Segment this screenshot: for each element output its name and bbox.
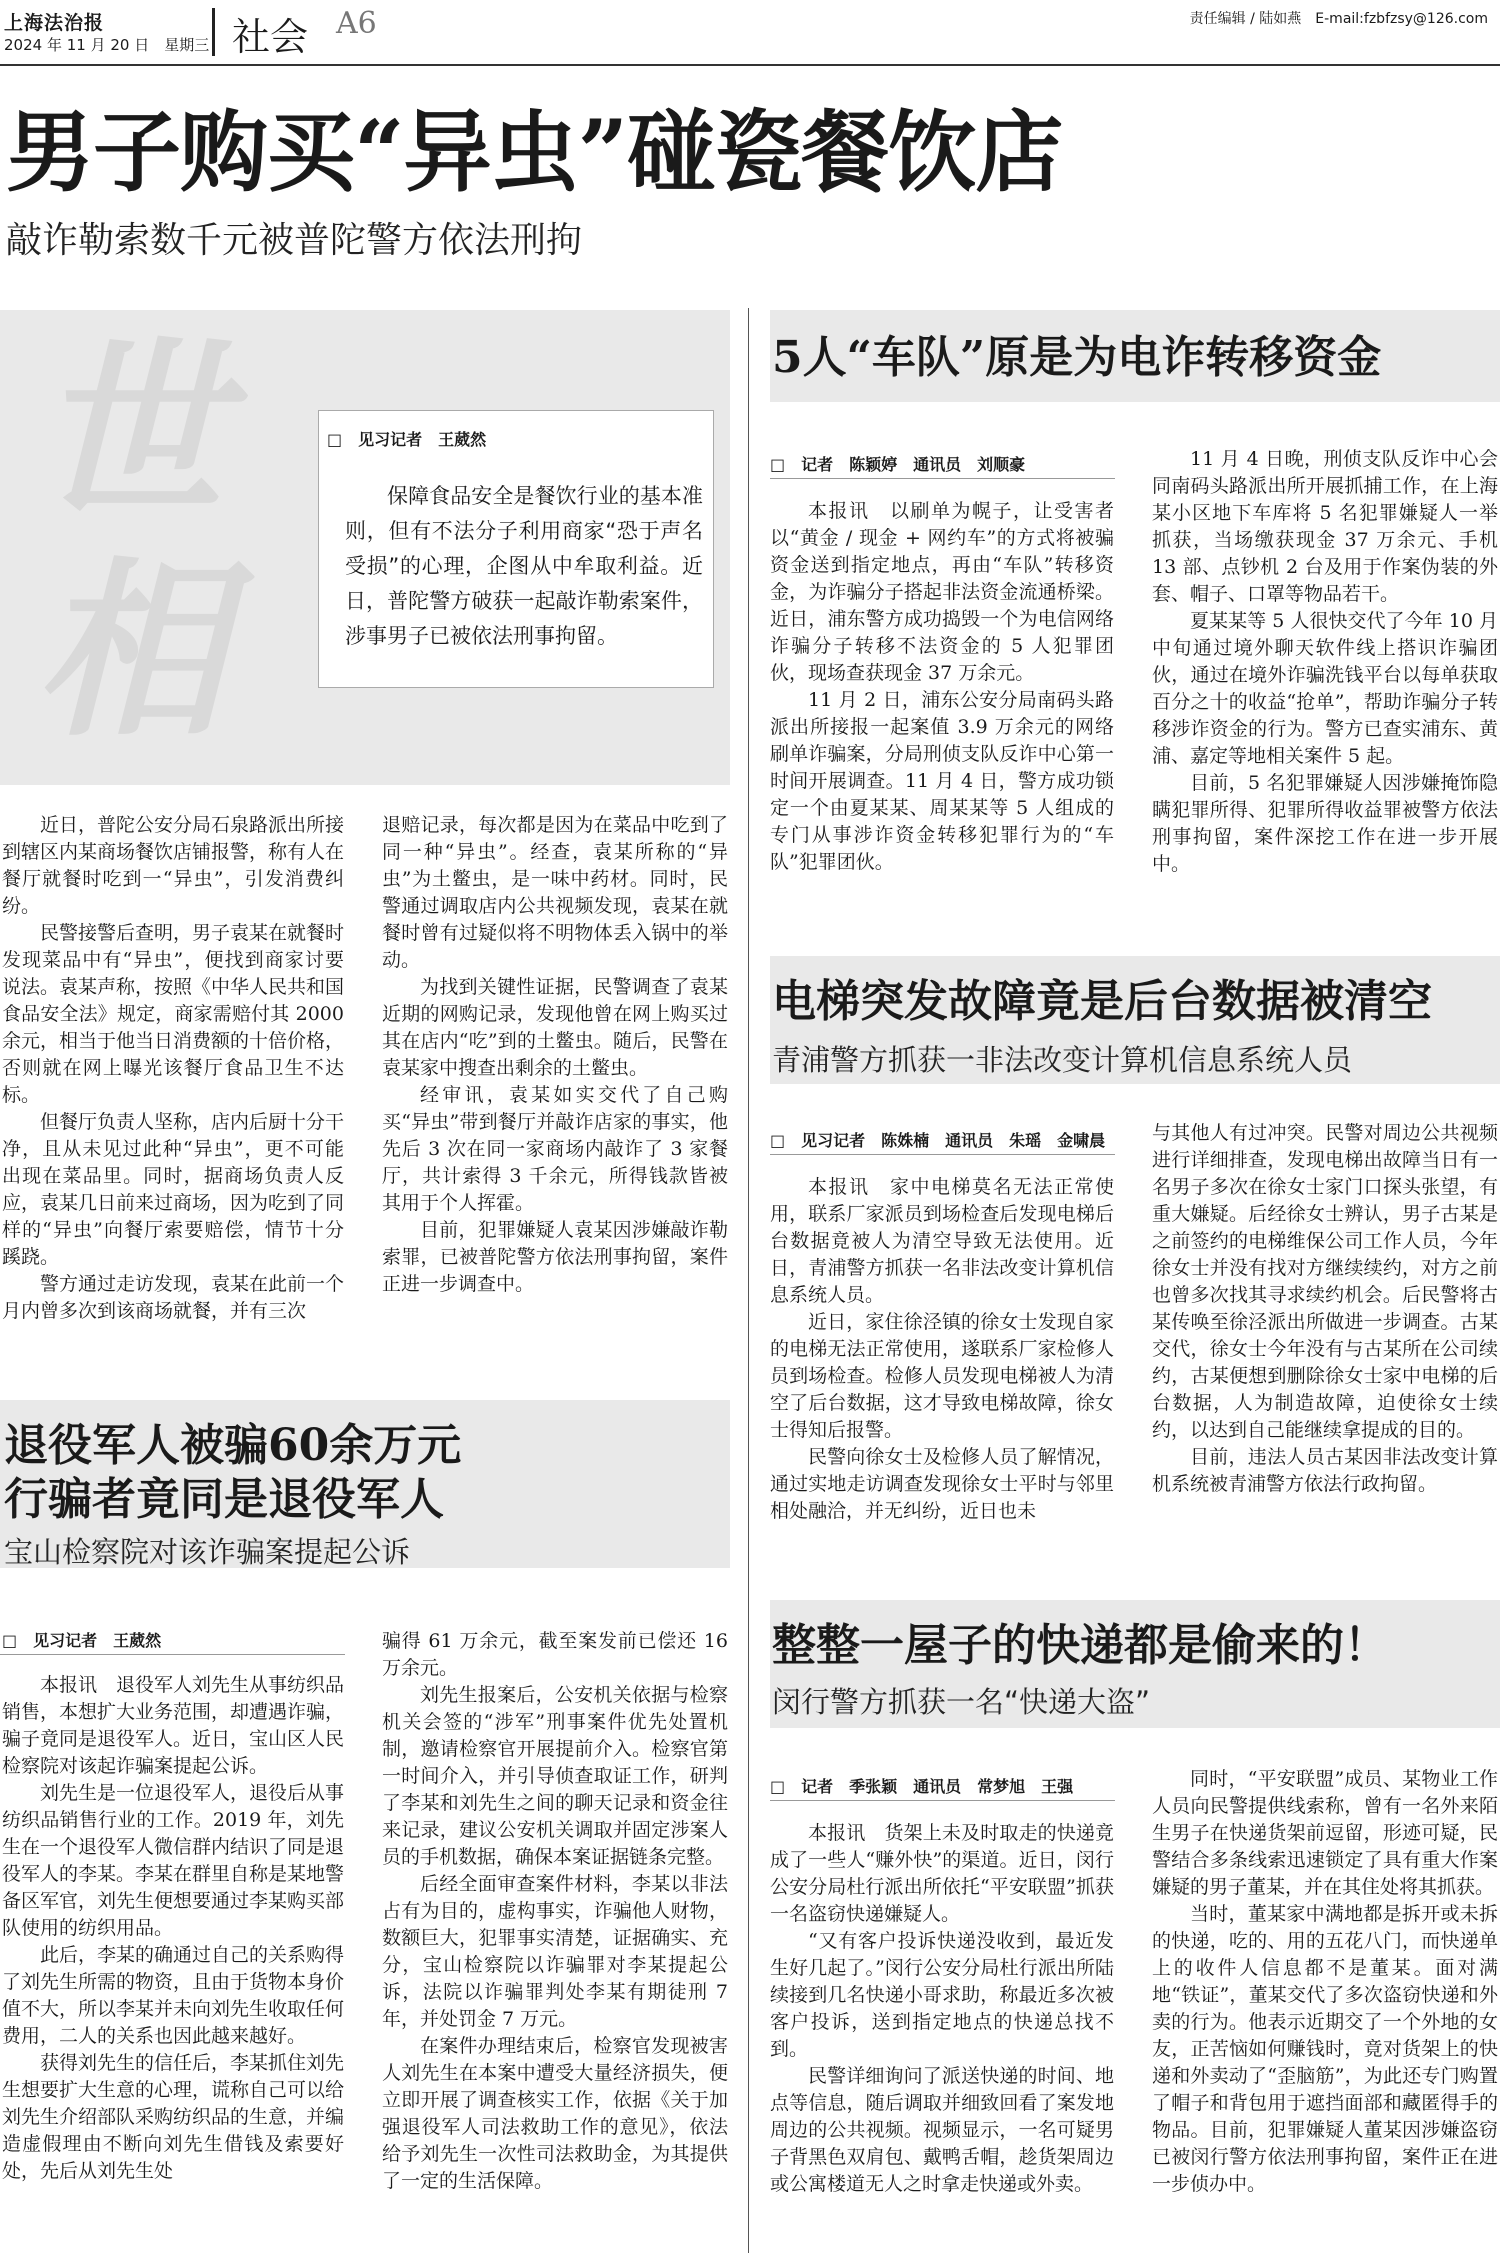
paragraph: 与其他人有过冲突。民警对周边公共视频进行详细排查，发现电梯出故障当日有一名男子多次在徐女士家门口探头张望，有重大嫌疑。后经徐女士辨认，男子古某是之前签约的电梯维保公司工作人员，今年徐女士并没有找对方继续续约，对方之前也曾多次找其寻求续约机会。后民警将古某传唤至徐泾派出所做进一步调查。古某交代，徐女士今年没有与古某所在公司续约，古某便想到删除徐女士家中电梯的后台数据，人为制造故障，迫使徐女士续约，以达到自己能继续拿提成的目的。 xyxy=(1152,1122,1498,1441)
paragraph: 当时，董某家中满地都是拆开或未拆的快递，吃的、用的五花八门，而快递单上的收件人信息都不是董某。面对满地“铁证”，董某交代了多次盗窃快递和外卖的行为。他表示近期交了一个外地的女友，正苦恼如何赚钱时，竟对货架上的快递和外卖动了“歪脑筋”，为此还专门购置了帽子和背包用于遮挡面部和藏匿得手的物品。目前，犯罪嫌疑人董某因涉嫌盗窃已被闵行警方依法刑事拘留，案件正在进一步侦办中。 xyxy=(1152,1903,1498,2195)
paragraph: 目前，违法人员古某因非法改变计算机系统被青浦警方依法行政拘留。 xyxy=(1152,1446,1498,1495)
veteran-byline: □ 见习记者 王葳然 xyxy=(2,1631,162,1650)
veteran-headline-1: 退役军人被骗60余万元 xyxy=(4,1420,462,1471)
veteran-subheadline: 宝山检察院对该诈骗案提起公诉 xyxy=(4,1535,411,1569)
byline-rule xyxy=(770,478,1115,479)
paragraph: 本报讯 货架上未及时取走的快递竟成了一些人“赚外快”的渠道。近日，闵行公安分局杜行派出所依托“平安联盟”抓获一名盗窃快递嫌疑人。 xyxy=(770,1822,1114,1925)
courier-col2 xyxy=(1152,1766,1498,2198)
elevator-byline: □ 见习记者 陈姝楠 通讯员 朱瑶 金啸晨 xyxy=(770,1131,1106,1150)
paragraph: 经审讯，袁某如实交代了自己购买“异虫”带到餐厅并敲诈店家的事实，他先后 3 次在同一家商场内敲诈了 3 家餐厅，共计索得 3 千余元，所得钱款皆被其用于个人挥霍。 xyxy=(382,1084,728,1214)
paragraph: 警方通过走访发现，袁某在此前一个月内曾多次到该商场就餐，并有三次 xyxy=(2,1273,345,1322)
paragraph: 近日，普陀公安分局石泉路派出所接到辖区内某商场餐饮店铺报警，称有人在餐厅就餐时吃到一“异虫”，引发消费纠纷。 xyxy=(2,814,345,917)
paragraph: 近日，家住徐泾镇的徐女士发现自家的电梯无法正常使用，遂联系厂家检修人员到场检查。检修人员发现电梯被人为清空了后台数据，这才导致电梯故障，徐女士得知后报警。 xyxy=(770,1311,1114,1441)
paragraph: 后经全面审查案件材料，李某以非法占有为目的，虚构事实，诈骗他人财物，数额巨大，犯罪事实清楚，证据确实、充分，宝山检察院以诈骗罪对李某提起公诉，法院以诈骗罪判处李某有期徒刑 7 年，并处罚金 7 万元。 xyxy=(382,1873,728,2030)
paragraph: 为找到关键性证据，民警调查了袁某近期的网购记录，发现他曾在网上购买过其在店内“吃”到的土鳖虫。随后，民警在袁某家中搜查出剩余的土鳖虫。 xyxy=(382,976,728,1079)
byline-rule xyxy=(770,1154,1115,1155)
byline-rule xyxy=(770,1800,1115,1801)
fleet-byline: □ 记者 陈颖婷 通讯员 刘顺豪 xyxy=(770,455,1026,474)
paragraph: 本报讯 家中电梯莫名无法正常使用，联系厂家派员到场检查后发现电梯后台数据竟被人为清空导致无法使用。近日，青浦警方抓获一名非法改变计算机信息系统人员。 xyxy=(770,1176,1114,1306)
paragraph: 刘先生是一位退役军人，退役后从事纺织品销售行业的工作。2019 年，刘先生在一个退役军人微信群内结识了同是退役军人的李某。李某在群里自称是某地警备区军官，刘先生便想要通过李某购买部队使用的纺织用品。 xyxy=(2,1782,345,1939)
elevator-subheadline: 青浦警方抓获一非法改变计算机信息系统人员 xyxy=(772,1043,1353,1077)
editor-contact: 责任编辑 / 陆如燕 E-mail:fzbfzsy@126.com xyxy=(1189,11,1488,27)
paragraph: 民警详细询问了派送快递的时间、地点等信息，随后调取并细致回看了案发地周边的公共视频。视频显示，一名可疑男子背黑色双肩包、戴鸭舌帽，趁货架周边或公寓楼道无人之时拿走快递或外卖。 xyxy=(770,2065,1114,2195)
courier-col1 xyxy=(770,1820,1114,2198)
lead-byline: □ 见习记者 王葳然 xyxy=(327,430,487,449)
column-art-calligraphy: 世相 xyxy=(4,330,227,770)
paragraph: 民警接警后查明，男子袁某在就餐时发现菜品中有“异虫”，便找到商家讨要说法。袁某声称，按照《中华人民共和国食品安全法》规定，商家需赔付其 2000 余元，相当于他当日消费额的十倍价格，否则就在网上曝光该餐厅食品卫生不达标。 xyxy=(2,922,345,1106)
paragraph: 获得刘先生的信任后，李某抓住刘先生想要扩大生意的心理，谎称自己可以给刘先生介绍部队采购纺织品的生意，并编造虚假理由不断向刘先生借钱及索要好处，先后从刘先生处 xyxy=(2,2052,345,2182)
lead-col2 xyxy=(382,812,728,1298)
masthead-paper-name: 上海法治报 xyxy=(4,12,105,34)
paragraph: 夏某某等 5 人很快交代了今年 10 月中旬通过境外聊天软件线上搭识诈骗团伙，通过在境外诈骗洗钱平台以每单获取百分之十的收益“抢单”，帮助诈骗分子转移涉诈资金的行为。警方已查实浦东、黄浦、嘉定等地相关案件 5 起。 xyxy=(1152,610,1498,767)
paragraph: 11 月 4 日晚，刑侦支队反诈中心会同南码头路派出所开展抓捕工作，在上海某小区地下车库将 5 名犯罪嫌疑人一举抓获，当场缴获现金 37 万余元、手机 13 部、点钞机 2 台及用于作案伪装的外套、帽子、口罩等物品若干。 xyxy=(1152,448,1498,605)
veteran-headline-2: 行骗者竟同是退役军人 xyxy=(4,1474,444,1525)
courier-subheadline: 闵行警方抓获一名“快递大盗” xyxy=(772,1685,1151,1719)
paragraph: 民警向徐女士及检修人员了解情况，通过实地走访调查发现徐女士平时与邻里相处融洽，并无纠纷，近日也未 xyxy=(770,1446,1114,1522)
fleet-col1 xyxy=(770,498,1114,876)
section-name: 社会 xyxy=(232,15,309,59)
header-rule xyxy=(0,64,1500,66)
paragraph: 退赔记录，每次都是因为在菜品中吃到了同一种“异虫”。经查，袁某所称的“异虫”为土鳖虫，是一味中药材。同时，民警通过调取店内公共视频发现，袁某在就餐时曾有过疑似将不明物体丢入锅中的举动。 xyxy=(382,814,728,971)
byline-rule xyxy=(0,1654,345,1655)
fleet-col2 xyxy=(1152,446,1498,878)
elevator-col1 xyxy=(770,1174,1114,1525)
lead-headline: 男子购买“异虫”碰瓷餐饮店 xyxy=(6,100,1063,204)
paragraph: 本报讯 退役军人刘先生从事纺织品销售，本想扩大业务范围，却遭遇诈骗，骗子竟同是退役军人。近日，宝山区人民检察院对该起诈骗案提起公诉。 xyxy=(2,1674,345,1777)
issue-date: 2024 年 11 月 20 日 星期三 xyxy=(4,36,210,54)
elevator-headline: 电梯突发故障竟是后台数据被清空 xyxy=(772,976,1432,1027)
paragraph: 同时，“平安联盟”成员、某物业工作人员向民警提供线索称，曾有一名外来陌生男子在快递货架前逗留，形迹可疑，民警结合多条线索迅速锁定了具有重大作案嫌疑的男子董某，并在其住处将其抓获。 xyxy=(1152,1768,1498,1898)
lead-col1 xyxy=(2,812,344,1325)
paragraph: 刘先生报案后，公安机关依据与检察机关会签的“涉军”刑事案件优先处置机制，邀请检察官开展提前介入。检察官第一时间介入，并引导侦查取证工作，研判了李某和刘先生之间的聊天记录和资金往来记录，建议公安机关调取并固定涉案人员的手机数据，确保本案证据链条完整。 xyxy=(382,1684,728,1868)
courier-headline: 整整一屋子的快递都是偷来的！ xyxy=(772,1620,1388,1671)
header-divider xyxy=(212,8,215,56)
page-number: A6 xyxy=(336,6,377,41)
veteran-col1 xyxy=(2,1672,344,2185)
paragraph: 在案件办理结束后，检察官发现被害人刘先生在本案中遭受大量经济损失，便立即开展了调查核实工作，依据《关于加强退役军人司法救助工作的意见》，依法给予刘先生一次性司法救助金，为其提供了一定的生活保障。 xyxy=(382,2035,728,2192)
column-rule xyxy=(748,308,749,2253)
lede-box xyxy=(318,410,714,688)
paragraph: 11 月 2 日，浦东公安分局南码头路派出所接报一起案值 3.9 万余元的网络刷单诈骗案，分局刑侦支队反诈中心第一时间开展调查。11 月 4 日，警方成功锁定一个由夏某某、周某某等 5 人组成的专门从事涉诈资金转移犯罪行为的“车队”犯罪团伙。 xyxy=(770,689,1114,873)
paragraph: “又有客户投诉快递没收到，最近发生好几起了。”闵行公安分局杜行派出所陆续接到几名快递小哥求助，称最近多次被客户投诉，送到指定地点的快递总找不到。 xyxy=(770,1930,1114,2060)
paragraph: 骗得 61 万余元，截至案发前已偿还 16 万余元。 xyxy=(382,1630,728,1679)
paragraph: 本报讯 以刷单为幌子，让受害者以“黄金 / 现金 + 网约车”的方式将被骗资金送到指定地点，再由“车队”转移资金，为诈骗分子搭起非法资金流通桥梁。近日，浦东警方成功捣毁一个为电信网络诈骗分子转移不法资金的 5 人犯罪团伙，现场查获现金 37 万余元。 xyxy=(770,500,1114,684)
fleet-headline: 5人“车队”原是为电诈转移资金 xyxy=(772,332,1382,383)
lead-subheadline: 敲诈勒索数千元被普陀警方依法刑拘 xyxy=(6,220,583,261)
paragraph: 此后，李某的确通过自己的关系购得了刘先生所需的物资，且由于货物本身价值不大，所以李某并未向刘先生收取任何费用，二人的关系也因此越来越好。 xyxy=(2,1944,345,2047)
elevator-col2 xyxy=(1152,1120,1498,1498)
veteran-col2 xyxy=(382,1628,728,2195)
paragraph: 但餐厅负责人坚称，店内后厨十分干净，且从未见过此种“异虫”，更不可能出现在菜品里。同时，据商场负责人反应，袁某几日前来过商场，因为吃到了同样的“异虫”向餐厅索要赔偿，情节十分蹊跷。 xyxy=(2,1111,345,1268)
lede-paragraph: 保障食品安全是餐饮行业的基本准则，但有不法分子利用商家“恐于声名受损”的心理，企图从中牟取利益。近日，普陀警方破获一起敲诈勒索案件，涉事男子已被依法刑事拘留。 xyxy=(345,484,703,648)
paragraph: 目前，5 名犯罪嫌疑人因涉嫌掩饰隐瞒犯罪所得、犯罪所得收益罪被警方依法刑事拘留，案件深挖工作在进一步开展中。 xyxy=(1152,772,1498,875)
courier-byline: □ 记者 季张颖 通讯员 常梦旭 王强 xyxy=(770,1777,1074,1796)
paragraph: 目前，犯罪嫌疑人袁某因涉嫌敲诈勒索罪，已被普陀警方依法刑事拘留，案件正进一步调查中。 xyxy=(382,1219,728,1295)
